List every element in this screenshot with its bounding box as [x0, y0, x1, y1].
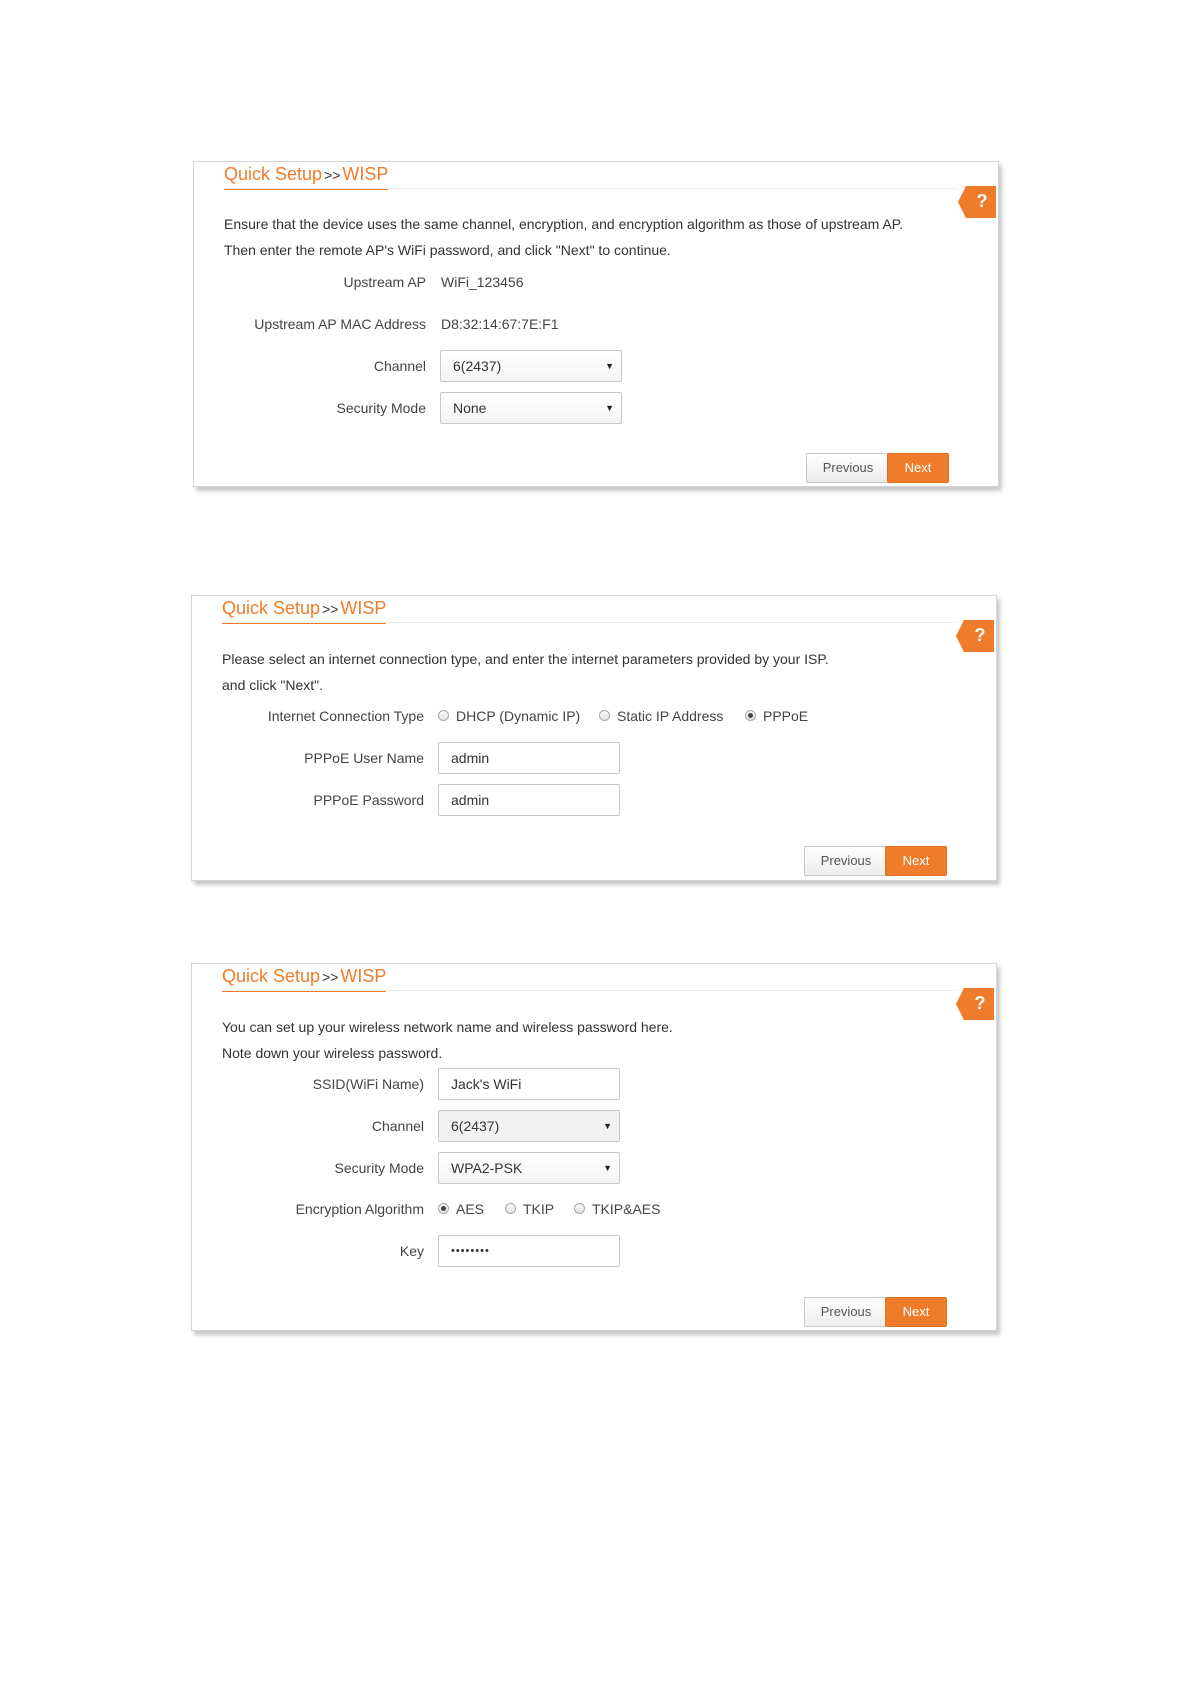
instruction-line-2: Then enter the remote AP's WiFi password, and click "Next" to continue.: [224, 242, 671, 258]
breadcrumb: [222, 964, 386, 992]
dropdown-arrow-icon: ▼: [603, 1121, 612, 1131]
key-label: Key: [399, 1243, 424, 1259]
ssid-value: Jack's WiFi: [451, 1076, 522, 1092]
pppoe-password-value: admin: [451, 792, 490, 808]
breadcrumb: [222, 596, 386, 624]
radio-button-icon: [599, 710, 610, 721]
radio-button-icon: [505, 1203, 516, 1214]
header-divider: [222, 990, 956, 991]
pppoe-user-label: PPPoE User Name: [304, 750, 424, 766]
help-button[interactable]: [956, 988, 994, 1020]
previous-button[interactable]: Previous: [804, 846, 888, 876]
breadcrumb-quick-setup[interactable]: Quick Setup: [222, 598, 321, 618]
help-icon-glyph: ?: [974, 625, 986, 645]
mac-label: Upstream AP MAC Address: [254, 316, 426, 332]
breadcrumb-quick-setup[interactable]: Quick Setup: [224, 164, 323, 184]
help-button[interactable]: [958, 186, 996, 218]
previous-button[interactable]: Previous: [806, 453, 890, 483]
channel-select[interactable]: [440, 350, 622, 382]
ssid-input[interactable]: [438, 1068, 620, 1100]
security-row: [192, 1152, 996, 1184]
breadcrumb-separator: >>: [322, 969, 339, 985]
radio-button-selected-icon: [438, 1203, 449, 1214]
channel-row: [192, 1110, 996, 1142]
security-mode-select[interactable]: [440, 392, 622, 424]
instruction-line-1: Ensure that the device uses the same channel, encryption, and encryption algorithm as those of upstream AP.: [224, 216, 904, 232]
radio-pppoe-label: PPPoE: [763, 708, 809, 724]
radio-button-icon: [574, 1203, 585, 1214]
help-button[interactable]: [956, 620, 994, 652]
instruction-line-1: You can set up your wireless network name and wireless password here.: [222, 1019, 673, 1035]
previous-button[interactable]: Previous: [804, 1297, 888, 1327]
breadcrumb-separator: >>: [322, 601, 339, 617]
channel-label: Channel: [371, 1118, 424, 1134]
channel-label: Channel: [373, 358, 426, 374]
key-input[interactable]: [438, 1235, 620, 1267]
key-value: ••••••••: [451, 1245, 490, 1257]
pppoe-user-row: [192, 742, 996, 774]
connection-type-label: Internet Connection Type: [267, 708, 424, 724]
wisp-internet-panel: [191, 595, 997, 881]
dropdown-arrow-icon: ▼: [605, 403, 614, 413]
breadcrumb: [224, 162, 388, 190]
radio-aes-label: AES: [456, 1201, 485, 1217]
radio-dhcp-label: DHCP (Dynamic IP): [456, 708, 581, 724]
ssid-row: [192, 1068, 996, 1100]
connection-type-row: [192, 700, 996, 732]
breadcrumb-wisp[interactable]: WISP: [342, 164, 389, 184]
pppoe-password-label: PPPoE Password: [313, 792, 424, 808]
security-row: [194, 392, 998, 424]
pppoe-password-row: [192, 784, 996, 816]
channel-row: [194, 350, 998, 382]
ssid-label: SSID(WiFi Name): [312, 1076, 424, 1092]
instruction-line-1: Please select an internet connection type, and enter the internet parameters provided by your ISP.: [222, 651, 829, 667]
encryption-algorithm-label: Encryption Algorithm: [295, 1201, 424, 1217]
security-mode-label: Security Mode: [336, 400, 426, 416]
pppoe-user-value: admin: [451, 750, 490, 766]
instruction-line-2: Note down your wireless password.: [222, 1045, 443, 1061]
help-icon-glyph: ?: [976, 191, 988, 211]
header-divider: [224, 188, 958, 189]
mac-row: [194, 308, 998, 340]
radio-button-icon: [438, 710, 449, 721]
breadcrumb-quick-setup[interactable]: Quick Setup: [222, 966, 321, 986]
help-icon-glyph: ?: [974, 993, 986, 1013]
security-mode-select[interactable]: [438, 1152, 620, 1184]
wisp-upstream-panel: [193, 161, 999, 487]
wisp-wireless-panel: [191, 963, 997, 1331]
security-mode-value: None: [453, 400, 487, 416]
instruction-line-2: and click "Next".: [222, 677, 323, 693]
dropdown-arrow-icon: ▼: [605, 361, 614, 371]
next-button[interactable]: Next: [885, 1297, 947, 1327]
header-divider: [222, 622, 956, 623]
radio-static-ip-label: Static IP Address: [617, 708, 724, 724]
mac-value: D8:32:14:67:7E:F1: [441, 316, 559, 332]
channel-select-value: 6(2437): [453, 358, 502, 374]
radio-tkip-label: TKIP: [523, 1201, 555, 1217]
breadcrumb-wisp[interactable]: WISP: [340, 966, 387, 986]
channel-select-value: 6(2437): [451, 1118, 500, 1134]
security-mode-value: WPA2-PSK: [451, 1160, 523, 1176]
encryption-row: [192, 1193, 996, 1225]
key-row: [192, 1235, 996, 1267]
radio-tkip-aes-label: TKIP&AES: [592, 1201, 661, 1217]
next-button[interactable]: Next: [887, 453, 949, 483]
breadcrumb-wisp[interactable]: WISP: [340, 598, 387, 618]
upstream-ap-label: Upstream AP: [343, 274, 426, 290]
upstream-ap-value: WiFi_123456: [441, 274, 524, 290]
radio-button-selected-icon: [745, 710, 756, 721]
pppoe-password-input[interactable]: [438, 784, 620, 816]
security-mode-label: Security Mode: [334, 1160, 424, 1176]
dropdown-arrow-icon: ▼: [603, 1163, 612, 1173]
next-button[interactable]: Next: [885, 846, 947, 876]
pppoe-user-input[interactable]: [438, 742, 620, 774]
channel-select[interactable]: [438, 1110, 620, 1142]
upstream-ap-row: [194, 266, 998, 298]
breadcrumb-separator: >>: [324, 167, 341, 183]
